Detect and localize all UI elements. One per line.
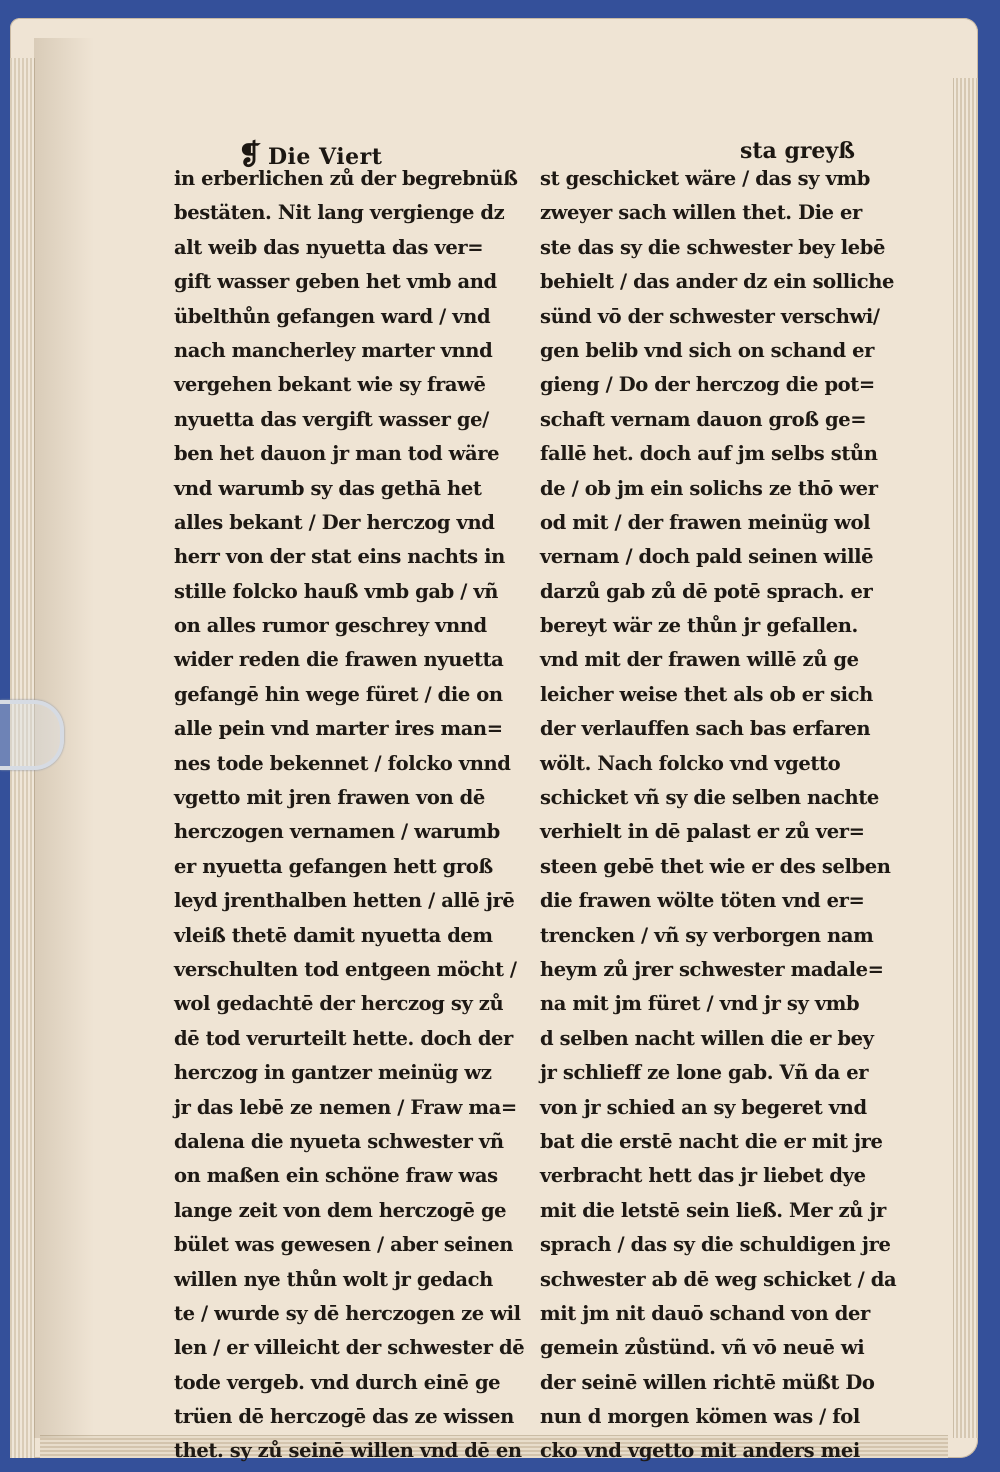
text-line: lange zeit von dem herczogē ge	[174, 1198, 507, 1222]
pilcrow-icon: ❡	[238, 138, 262, 171]
text-line: de / ob jm ein solichs ze thō wer	[540, 476, 878, 500]
text-line: tode vergeb. vnd durch einē ge	[174, 1370, 501, 1394]
text-line: dalena die nyueta schwester vñ	[174, 1129, 504, 1153]
text-line: d selben nacht willen die er bey	[540, 1026, 874, 1050]
page-edges-right	[953, 78, 978, 1438]
text-line: ste das sy die schwester bey lebē	[540, 235, 886, 259]
text-line: wider reden die frawen nyuetta	[174, 648, 504, 672]
page-clip	[0, 700, 64, 770]
running-head-right: sta greyß	[740, 138, 855, 164]
text-line: mit die letstē sein ließ. Mer zů jr	[540, 1198, 886, 1222]
text-line: verschulten tod entgeen möcht /	[174, 957, 517, 981]
text-line: bület was gewesen / aber seinen	[174, 1233, 514, 1257]
text-line: cko vnd vgetto mit anders mei	[540, 1439, 860, 1463]
text-line: trüen dē herczogē das ze wissen	[174, 1405, 514, 1429]
text-line: die frawen wölte töten vnd er=	[540, 889, 865, 913]
text-line: gefangē hin wege füret / die on	[174, 682, 503, 706]
text-line: willen nye thůn wolt jr gedach	[174, 1267, 493, 1291]
text-line: steen gebē thet wie er des selben	[540, 854, 891, 878]
text-line: trencken / vñ sy verborgen nam	[540, 923, 874, 947]
text-line: thet. sy zů seinē willen vnd dē en	[174, 1439, 522, 1463]
text-line: jr das lebē ze nemen / Fraw ma=	[174, 1095, 517, 1119]
text-line: verhielt in dē palast er zů ver=	[540, 820, 865, 844]
text-line: er nyuetta gefangen hett groß	[174, 854, 493, 878]
text-line: der seinē willen richtē müßt Do	[540, 1370, 875, 1394]
text-line: schaft vernam dauon groß ge=	[540, 407, 867, 431]
text-line: wol gedachtē der herczog sy zů	[174, 992, 504, 1016]
text-line: herczogen vernamen / warumb	[174, 820, 500, 844]
text-line: gift wasser geben het vmb and	[174, 270, 497, 294]
text-line: heym zů jrer schwester madale=	[540, 957, 884, 981]
text-line: jr schlieff ze lone gab. Vñ da er	[540, 1061, 869, 1085]
text-line: in erberlichen zů der begrebnüß	[174, 167, 518, 190]
text-line: behielt / das ander dz ein solliche	[540, 270, 895, 294]
text-line: bat die erstē nacht die er mit jre	[540, 1129, 883, 1153]
text-line: vnd warumb sy das gethā het	[174, 476, 482, 500]
text-line: schwester ab dē weg schicket / da	[540, 1267, 897, 1291]
text-line: na mit jm füret / vnd jr sy vmb	[540, 992, 860, 1016]
text-line: nes tode bekennet / folcko vnnd	[174, 751, 511, 775]
text-line: nach mancherley marter vnnd	[174, 338, 493, 362]
text-line: wölt. Nach folcko vnd vgetto	[540, 751, 841, 775]
text-line: gemein zůstünd. vñ vō neuē wi	[540, 1336, 865, 1360]
text-line: vleiß thetē damit nyuetta dem	[174, 923, 493, 947]
text-line: on alles rumor geschrey vnnd	[174, 614, 487, 638]
text-line: on maßen ein schöne fraw was	[174, 1164, 498, 1188]
text-line: der verlauffen sach bas erfaren	[540, 717, 871, 741]
text-line: alt weib das nyuetta das ver=	[174, 235, 484, 259]
text-column-left	[174, 162, 524, 1469]
text-line: st geschicket wäre / das sy vmb	[540, 167, 870, 190]
running-head-left-text: Die Viert	[267, 144, 383, 170]
text-line: zweyer sach willen thet. Die er	[540, 201, 862, 225]
text-line: gieng / Do der herczog die pot=	[540, 373, 875, 397]
text-line: von jr schied an sy begeret vnd	[540, 1095, 867, 1119]
text-column-right	[540, 162, 896, 1469]
text-line: sprach / das sy die schuldigen jre	[540, 1233, 891, 1257]
text-line: stille folcko hauß vmb gab / vñ	[174, 579, 499, 603]
text-line: verbracht hett das jr liebet dye	[540, 1164, 866, 1188]
text-line: fallē het. doch auf jm selbs stůn	[540, 442, 878, 466]
text-line: te / wurde sy dē herczogen ze wil	[174, 1301, 521, 1325]
text-line: übelthůn gefangen ward / vnd	[174, 304, 491, 328]
text-line: leyd jrenthalben hetten / allē jrē	[174, 889, 515, 913]
text-line: vgetto mit jren frawen von dē	[174, 786, 485, 810]
text-line: leicher weise thet als ob er sich	[540, 682, 873, 706]
text-line: ben het dauon jr man tod wäre	[174, 442, 500, 466]
text-line: schicket vñ sy die selben nachte	[540, 786, 879, 810]
text-line: nun d morgen kömen was / fol	[540, 1405, 860, 1429]
text-line: vernam / doch pald seinen willē	[540, 545, 874, 569]
text-line: od mit / der frawen meinüg wol	[540, 510, 871, 534]
text-line: darzů gab zů dē potē sprach. er	[540, 579, 873, 603]
text-line: gen belib vnd sich on schand er	[540, 338, 874, 362]
text-line: herczog in gantzer meinüg wz	[174, 1061, 492, 1085]
text-line: vnd mit der frawen willē zů ge	[540, 648, 859, 672]
text-line: dē tod verurteilt hette. doch der	[174, 1026, 513, 1050]
text-line: vergehen bekant wie sy frawē	[174, 373, 486, 397]
text-line: nyuetta das vergift wasser ge/	[174, 407, 489, 431]
text-line: len / er villeicht der schwester dē	[174, 1336, 525, 1360]
text-line: mit jm nit dauō schand von der	[540, 1301, 870, 1325]
text-line: bestäten. Nit lang vergienge dz	[174, 201, 505, 225]
text-line: herr von der stat eins nachts in	[174, 545, 505, 569]
text-line: sünd vō der schwester verschwi/	[540, 304, 880, 328]
text-line: alle pein vnd marter ires man=	[174, 717, 503, 741]
text-line: alles bekant / Der herczog vnd	[174, 510, 495, 534]
text-line: bereyt wär ze thůn jr gefallen.	[540, 614, 858, 638]
